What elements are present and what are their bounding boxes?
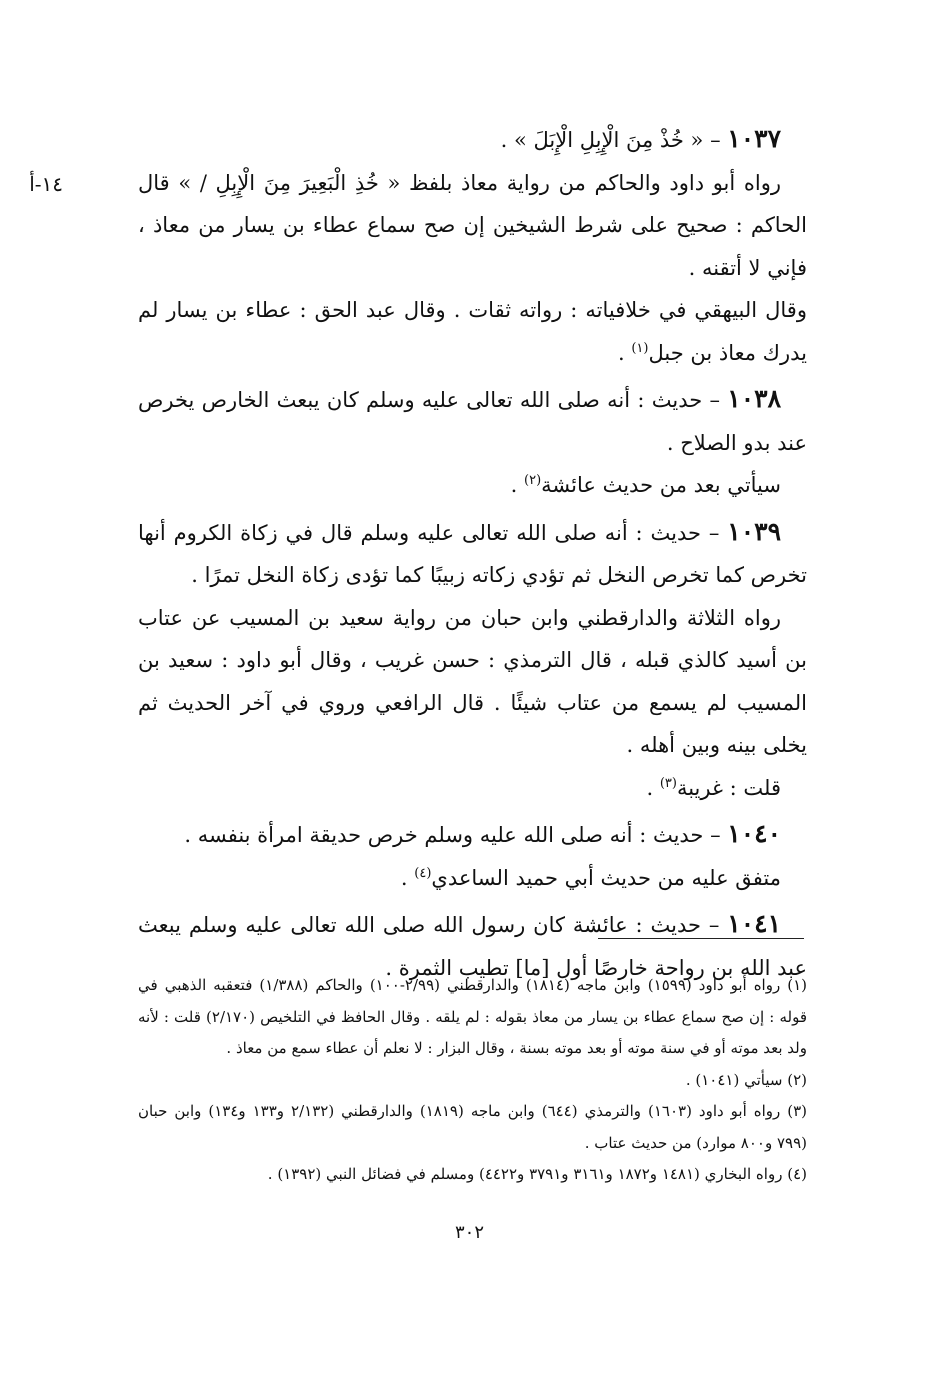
footnote-ref[interactable]: (٤) [414,865,432,881]
hadith-text: – حديث : أنه صلى الله تعالى عليه وسلم كان يبعث الخارص يخرص عند بدو الصلاح . [138,388,807,455]
commentary-text: سيأتي بعد من حديث عائشة [541,473,781,497]
hadith-text: – حديث : أنه صلى الله تعالى عليه وسلم قال في زكاة الكروم أنها تخرص كما تخرص النخل ثم تؤدي زكاته زبيبًا كما تؤدى زكاة النخل تمرًا . [138,520,807,587]
hadith-number: ١٠٣٩ [727,516,781,546]
commentary-paragraph [138,464,807,507]
footnote-4: (٤) رواه البخاري (١٤٨١ و١٨٧٢ و٣١٦١ و٣٧٩١ و٤٤٢٢) ومسلم في فضائل النبي (١٣٩٢) . [267,1165,807,1183]
hadith-entry [138,378,807,464]
hadith-entry [138,813,807,857]
commentary-paragraph [138,857,807,900]
hadith-text: – حديث : عائشة كان رسول الله صلى الله تعالى عليه وسلم يبعث عبد الله بن رواحة خارصًا أول [ما] تطيب الثمرة . [138,913,807,980]
footnote-1: (١) رواه أبو داود (١٥٩٩) وابن ماجه (١٨١٤) والدارقطني (٢/٩٩-١٠٠) والحاكم (١/٣٨٨) فتعقبه الذهبي في قوله : إن صح سماع عطاء بن يسار من معاذ بقوله : لم يلقه . وقال الحافظ في التلخيص (٢/١٧٠) قلت : لأنه ولد بعد موته أو في سنة موته أو بعد موته بسنة ، وقال البزار : لا نعلم أن عطاء سمع من معاذ . [138,976,808,1057]
margin-note: ١٤-أ [29,172,63,196]
commentary-paragraph: رواه أبو داود والحاكم من رواية معاذ بلفظ « خُذِ الْبَعِيرَ مِنَ الْإِبِلِ / » قال الحاكم : صحيح على شرط الشيخين إن صح سماع عطاء بن يسار من معاذ ، فإني لا أتقنه . [138,170,807,280]
commentary-text: متفق عليه من حديث أبي حميد الساعدي [431,865,781,890]
footnote-ref[interactable]: (٣) [659,775,677,791]
hadith-entry [138,118,807,162]
hadith-entry [138,511,807,597]
hadith-number: ١٠٤٠ [727,819,781,848]
footnote-separator [598,938,804,939]
footnote-ref[interactable]: (٢) [524,473,542,488]
hadith-text: – حديث : أنه صلى الله عليه وسلم خرص حديقة امرأة بنفسه . [184,823,721,847]
main-text [138,118,807,989]
punctuation: . [400,865,415,890]
hadith-number: ١٠٤١ [727,909,781,938]
footnote-3: (٣) رواه أبو داود (١٦٠٣) والترمذي (٦٤٤) وابن ماجه (١٨١٩) والدارقطني (٢/١٣٢ و١٣٣ و١٣٤) وابن حبان (٧٩٩ و٨٠٠ موارد) من حديث عتاب . [138,1102,808,1152]
commentary-paragraph [138,289,807,374]
footnote-ref[interactable]: (١) [631,340,649,356]
punctuation: . [617,340,632,365]
punctuation: . [510,473,524,497]
commentary-text: وقال البيهقي في خلافياته : رواته ثقات . وقال عبد الحق : عطاء بن يسار لم يدرك معاذ بن جبل [138,298,807,365]
punctuation: . [646,775,660,800]
hadith-number: ١٠٣٨ [727,384,781,413]
footnotes [138,970,807,1191]
hadith-number: ١٠٣٧ [727,124,781,153]
footnote-2: (٢) سيأتي (١٠٤١) . [685,1070,807,1089]
commentary-paragraph [138,767,807,810]
hadith-text: – « خُذْ مِنَ الْإِبِلِ الْإِبَلَ » . [500,128,721,152]
page-number: ٣٠٢ [454,1222,484,1243]
commentary-text: قلت : غريبة [676,775,781,800]
commentary-paragraph: رواه الثلاثة والدارقطني وابن حبان من رواية سعيد بن المسيب عن عتاب بن أسيد كالذي قبله ، قال الترمذي : حسن غريب ، وقال أبو داود : سعيد بن المسيب لم يسمع من عتاب شيئًا . قال الرافعي وروي في آخر الحديث ثم يخلى بينه وبين أهله . [138,605,807,757]
